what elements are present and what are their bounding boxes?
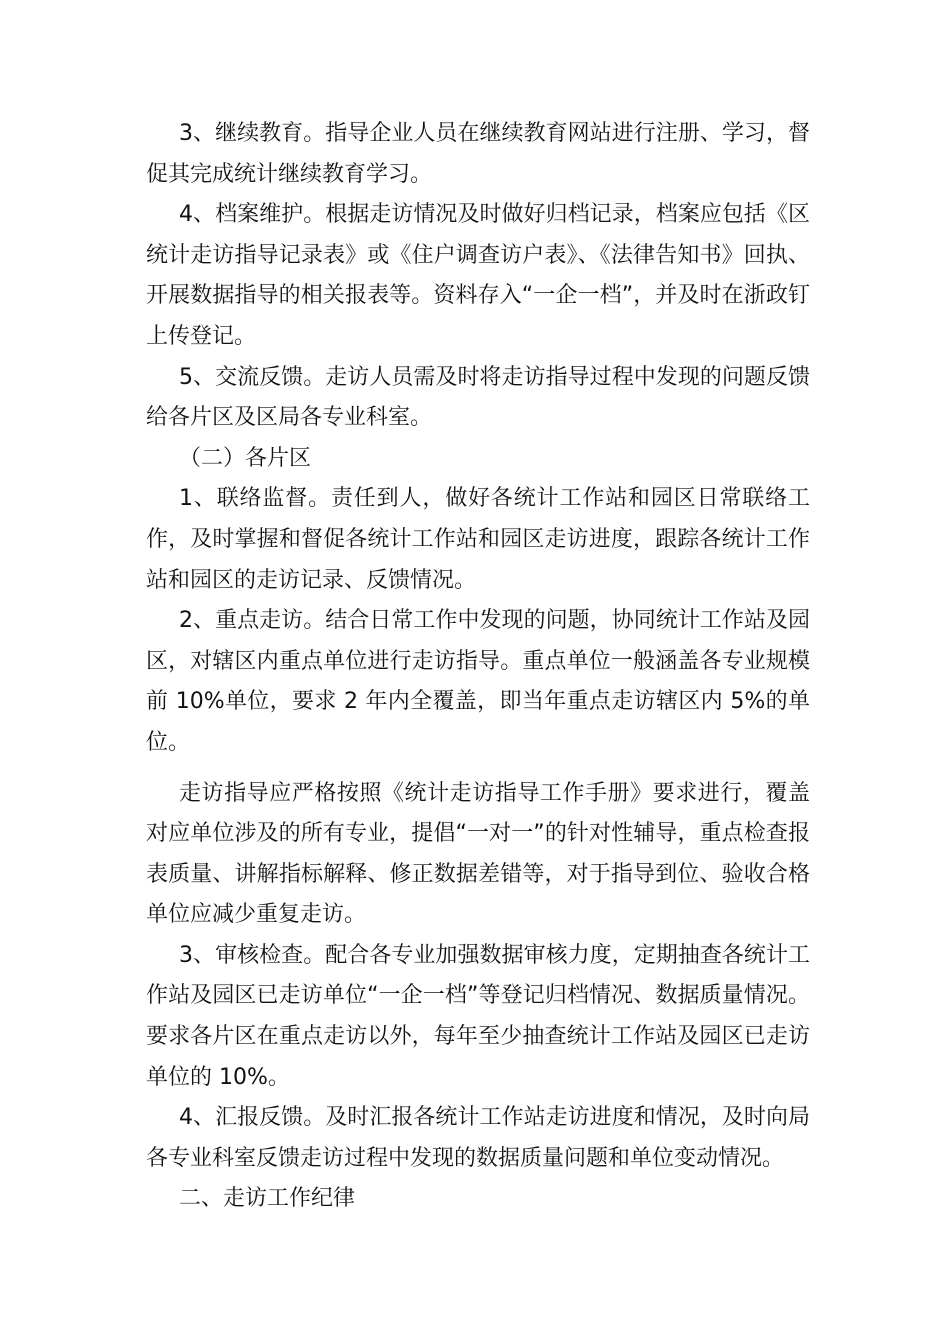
section-heading-districts: （二）各片区: [179, 445, 312, 471]
paragraph-continuing-education: 3、继续教育。指导企业人员在继续教育网站进行注册、学习，督促其完成统计继续教育学习。: [146, 121, 810, 187]
document-body: [146, 114, 810, 1220]
section-heading-discipline: 二、走访工作纪律: [179, 1186, 356, 1212]
paragraph-feedback: 5、交流反馈。走访人员需及时将走访指导过程中发现的问题反馈给各片区及区局各专业科室。: [146, 364, 810, 431]
paragraph-report-feedback: 4、汇报反馈。及时汇报各统计工作站走访进度和情况，及时向局各专业科室反馈走访过程中发现的数据质量问题和单位变动情况。: [146, 1105, 810, 1171]
paragraph-key-visits: 2、重点走访。结合日常工作中发现的问题，协同统计工作站及园区，对辖区内重点单位进行走访指导。重点单位一般涵盖各专业规模前 10%单位，要求 2 年内全覆盖，即当年重点走访辖区内 5%的单位。: [146, 608, 810, 755]
paragraph-visit-guidance: 走访指导应严格按照《统计走访指导工作手册》要求进行，覆盖对应单位涉及的所有专业，提倡“一对一”的针对性辅导，重点检查报表质量、讲解指标解释、修正数据差错等，对于指导到位、验收合格单位应减少重复走访。: [146, 780, 810, 928]
paragraph-audit-inspection: 3、审核检查。配合各专业加强数据审核力度，定期抽查各统计工作站及园区已走访单位“一企一档”等登记归档情况、数据质量情况。要求各片区在重点走访以外，每年至少抽查统计工作站及园区已走访单位的 10%。: [146, 942, 810, 1090]
paragraph-archive-maintenance: 4、档案维护。根据走访情况及时做好归档记录，档案应包括《区统计走访指导记录表》或《住户调查访户表》、《法律告知书》回执、开展数据指导的相关报表等。资料存入“一企一档”，并及时在浙政钉上传登记。: [146, 202, 810, 349]
paragraph-liaison-supervision: 1、联络监督。责任到人，做好各统计工作站和园区日常联络工作，及时掌握和督促各统计工作站和园区走访进度，跟踪各统计工作站和园区的走访记录、反馈情况。: [146, 486, 810, 593]
